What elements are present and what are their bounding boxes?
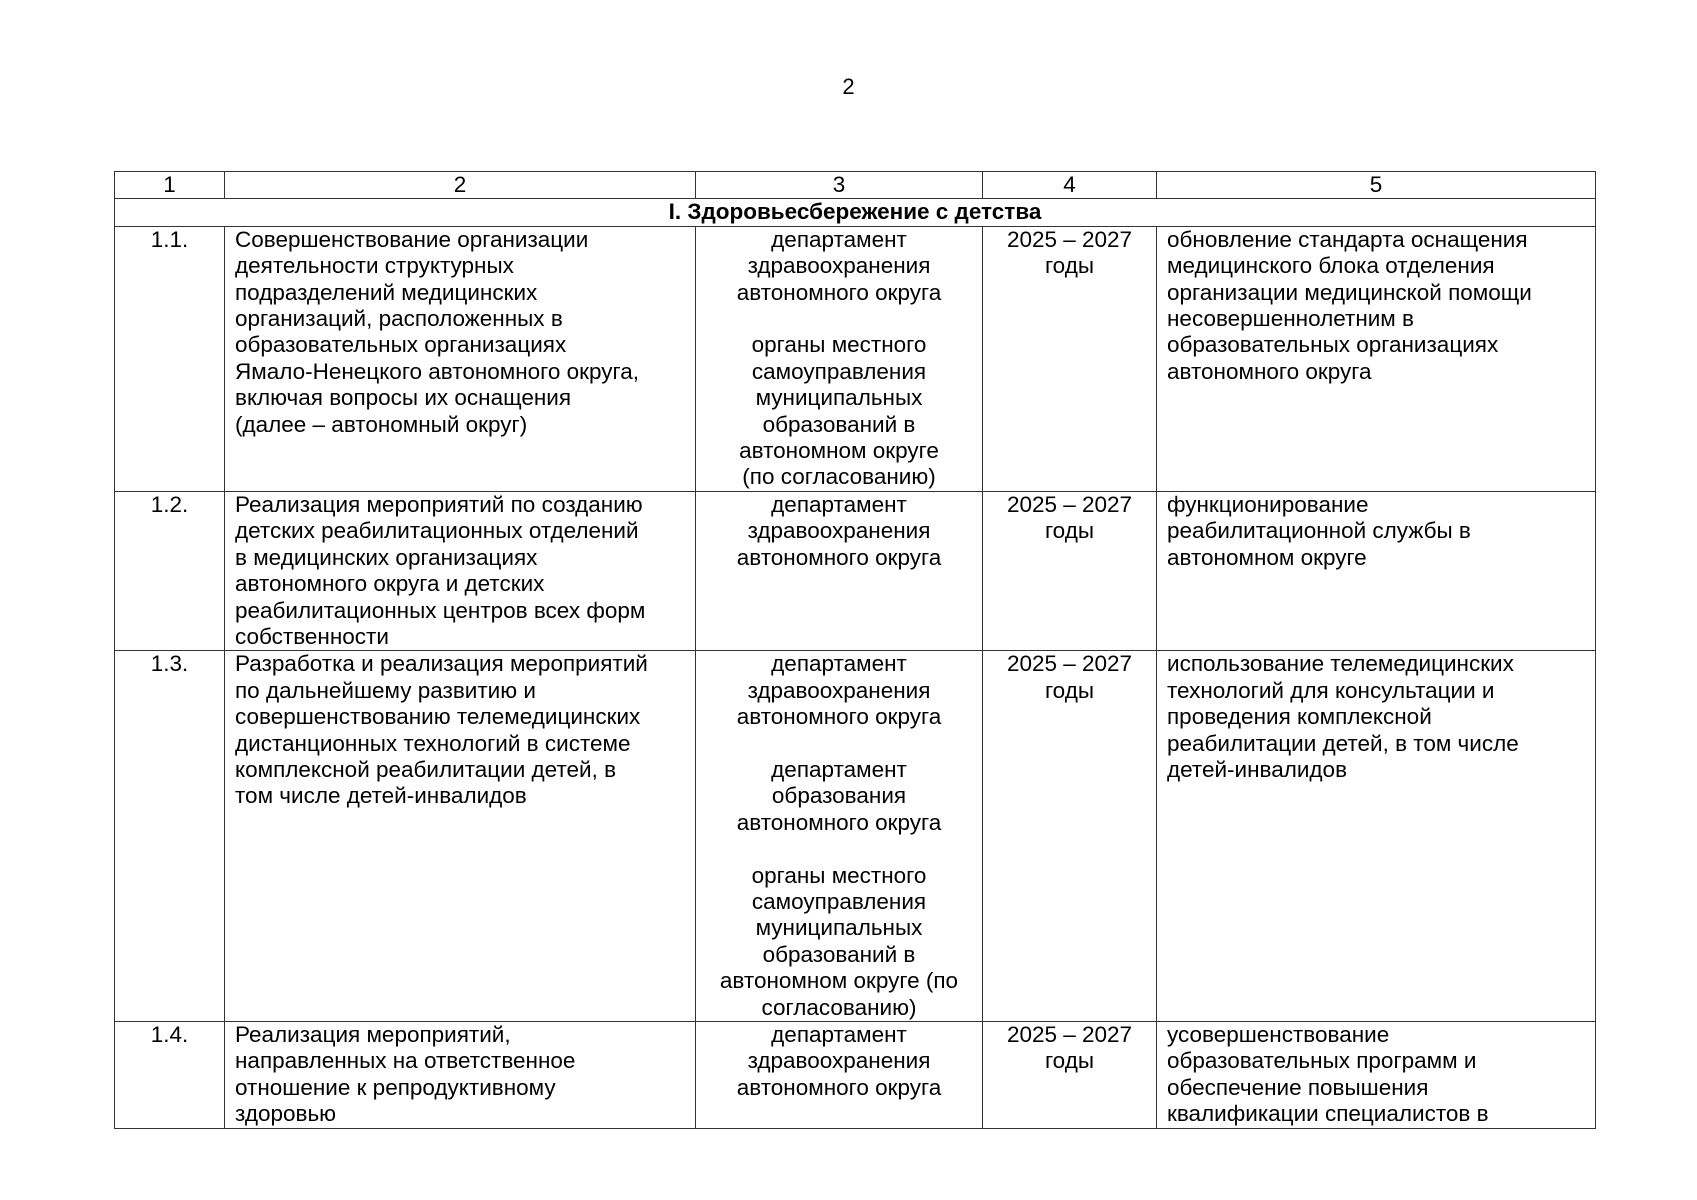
table-row [115,651,1596,1022]
responsible-cell: департамент здравоохранения автономного округа органы местного самоуправления муниципальных образований в автономном округе (по согласованию) [696,226,983,491]
responsible-cell: департамент здравоохранения автономного округа департамент образования автономного округа органы местного самоуправления муниципальных образований в автономном округе (по согласованию) [696,651,983,1022]
table-row [115,1022,1596,1129]
activity-cell: Реализация мероприятий, направленных на ответственное отношение к репродуктивному здоровью [225,1022,696,1129]
section-row [115,199,1596,226]
column-header-2: 2 [225,172,696,199]
result-cell: функционирование реабилитационной службы в автономном округе [1157,491,1596,650]
activity-cell: Разработка и реализация мероприятий по дальнейшему развитию и совершенствованию телемедицинских дистанционных технологий в системе комплексной реабилитации детей, в том числе детей-инвалидов [225,651,696,1022]
responsible-cell: департамент здравоохранения автономного округа [696,1022,983,1129]
table-row [115,226,1596,491]
column-header-3: 3 [696,172,983,199]
row-number: 1.2. [115,491,225,650]
table-row [115,491,1596,650]
period-cell: 2025 – 2027 годы [983,651,1157,1022]
measures-table [114,171,1596,1129]
period-cell: 2025 – 2027 годы [983,226,1157,491]
column-header-1: 1 [115,172,225,199]
result-cell: обновление стандарта оснащения медицинского блока отделения организации медицинской помощи несовершеннолетним в образовательных организациях автономного округа [1157,226,1596,491]
period-cell: 2025 – 2027 годы [983,491,1157,650]
row-number: 1.4. [115,1022,225,1129]
column-header-4: 4 [983,172,1157,199]
responsible-cell: департамент здравоохранения автономного округа [696,491,983,650]
period-cell: 2025 – 2027 годы [983,1022,1157,1129]
section-title: I. Здоровьесбережение с детства [115,199,1596,226]
row-number: 1.1. [115,226,225,491]
table-header-row [115,172,1596,199]
column-header-5: 5 [1157,172,1596,199]
row-number: 1.3. [115,651,225,1022]
page-number: 2 [842,74,855,99]
result-cell: использование телемедицинских технологий для консультации и проведения комплексной реабилитации детей, в том числе детей-инвалидов [1157,651,1596,1022]
activity-cell: Совершенствование организации деятельности структурных подразделений медицинских организаций, расположенных в образовательных организациях Ямало-Ненецкого автономного округа, включая вопросы их оснащения (далее – автономный округ) [225,226,696,491]
result-cell: усовершенствование образовательных программ и обеспечение повышения квалификации специалистов в [1157,1022,1596,1129]
activity-cell: Реализация мероприятий по созданию детских реабилитационных отделений в медицинских организациях автономного округа и детских реабилитационных центров всех форм собственности [225,491,696,650]
